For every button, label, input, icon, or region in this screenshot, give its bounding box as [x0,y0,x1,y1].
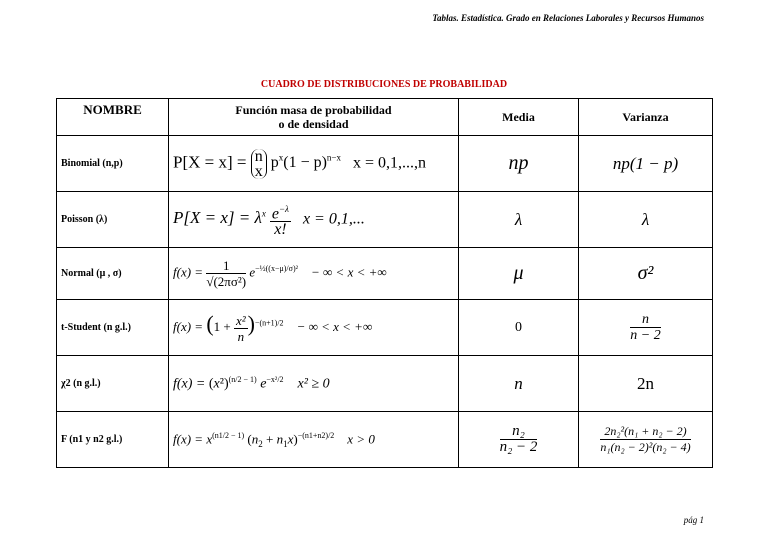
table-row-normal [57,248,713,300]
formula-domain: x > 0 [347,430,375,446]
mean-value: λ [459,192,579,248]
variance-denominator: n − 2 [630,328,661,343]
formula-domain: x = 0,1,... [302,210,365,228]
formula-f: $f(x) = x^{(n1/2 - 1)}$ $(n_2 + n_1x)^{-(n1+n2)/2}$ x > 0 [169,412,459,468]
variance-numerator: 2n₂²(n₁ + n₂ − 2) [600,424,690,440]
mean-value: μ [459,248,579,300]
column-header-name: NOMBRE [57,99,169,136]
table-row-chi-square [57,356,713,412]
variance-denominator: n₁(n₂ − 2)²(n₂ − 4) [600,440,691,454]
formula-domain: x = 0,1,...,n [353,154,427,172]
header-note: Tablas. Estadística. Grado en Relaciones Laborales y Recursos Humanos [432,13,704,23]
table-row-t-student [57,300,713,356]
row-name: Poisson (λ) [57,192,169,248]
column-header-function [169,99,459,136]
formula-domain: − ∞ < x < +∞ [311,264,387,280]
mean-value: n [459,356,579,412]
table-row-poisson [57,192,713,248]
formula-domain: − ∞ < x < +∞ [296,319,373,335]
formula-chi-square: $f(x) = (x^2)^{(n/2 - 1)}$ $e^{-x^2/2}$ x² ≥ 0 [169,356,459,412]
column-header-function-line1: Función masa de probabilidad [235,103,392,117]
formula-binomial: P[X = x] = n x $p^x(1 - p)^{n-x}$ x = 0,1,...,n [169,136,459,192]
mean-value: np [459,136,579,192]
variance-value: σ² [579,248,713,300]
row-name: t-Student (n g.l.) [57,300,169,356]
formula-poisson: $P[X = x] = \lambda^x$ $\frac{e^{-\lambda}}{x!}$ x = 0,1,... [169,192,459,248]
row-name: Normal (μ , σ) [57,248,169,300]
table-header-row [57,99,713,136]
column-header-mean: Media [459,99,579,136]
document-title: CUADRO DE DISTRIBUCIONES DE PROBABILIDAD [260,79,508,90]
row-name: Binomial (n,p) [57,136,169,192]
mean-denominator: n₂ − 2 [499,439,538,455]
row-name: F (n1 y n2 g.l.) [57,412,169,468]
table-row-f [57,412,713,468]
table-row-binomial [57,136,713,192]
formula-domain: x² ≥ 0 [297,376,330,392]
variance-numerator: n [630,312,660,328]
formula-normal: f(x) = $\frac{1}{\text{√(2πσ²)}}$ $e^{-\frac{1}{2}((x-\mu)/\sigma)^2}$ − ∞ < x < +∞ [169,248,459,300]
mean-value: 0 [459,300,579,356]
page-number: pág 1 [683,515,704,525]
column-header-function-line2: o de densidad [278,117,349,131]
variance-value: λ [579,192,713,248]
mean-value [459,412,579,468]
row-name: χ2 (n g.l.) [57,356,169,412]
variance-value: np(1 − p) [579,136,713,192]
mean-numerator: n₂ [500,424,538,440]
variance-value: 2n [579,356,713,412]
variance-value [579,300,713,356]
variance-value [579,412,713,468]
column-header-variance: Varianza [579,99,713,136]
distributions-table [56,98,713,468]
formula-t-student: f(x) = (1 + $\frac{\text{x²}}{n}$ )$^{-(n+1)/2}$ − ∞ < x < +∞ [169,300,459,356]
